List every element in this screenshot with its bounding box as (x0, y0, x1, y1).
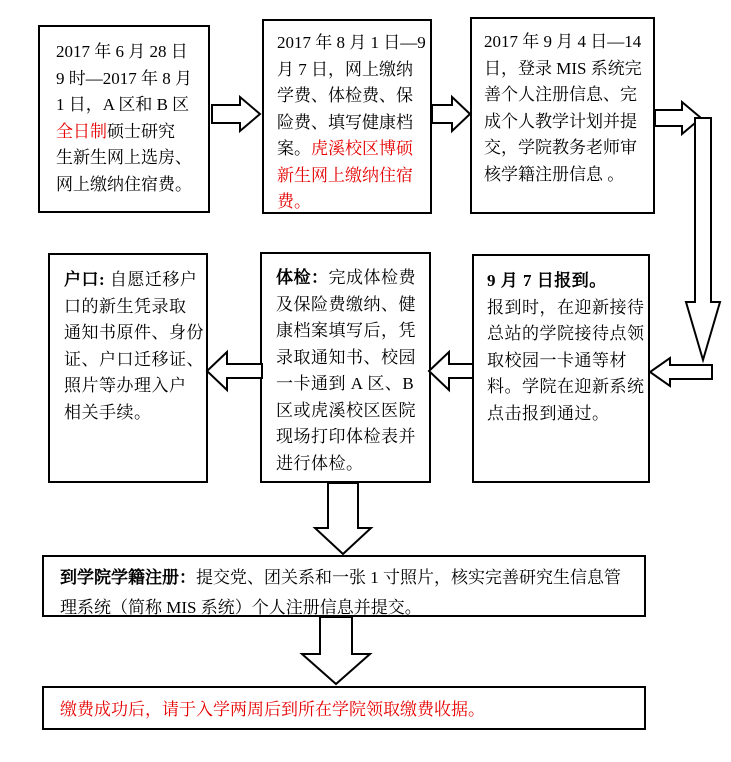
text-segment: 新生网上缴纳住宿 (277, 165, 413, 185)
text-line (276, 345, 427, 372)
text-line (487, 321, 646, 348)
text-line (276, 371, 427, 398)
text-segment: 总站的学院接待点领 (487, 324, 645, 343)
text-line (276, 451, 427, 478)
text-segment: 9 时—2017 年 8 月 (56, 68, 192, 88)
text-line (276, 318, 427, 345)
text-segment: 核学籍注册信息 。 (484, 164, 625, 184)
text-segment: 进行体检。 (276, 453, 364, 473)
text-line (56, 66, 202, 93)
text-line (276, 265, 427, 292)
flow-box-mis-registration (470, 17, 655, 214)
text-segment: 虎溪校区博硕 (311, 139, 413, 158)
flow-box-housing-selection (38, 25, 210, 213)
text-segment: 成个人教学计划并提 (484, 111, 637, 131)
text-line (487, 348, 646, 375)
text-segment: 户口: (64, 270, 106, 289)
arrow-step1-to-step2-icon (212, 97, 260, 131)
text-line (64, 400, 202, 427)
text-segment: 网上缴纳住宿费。 (56, 174, 192, 194)
text-segment: 完成体检费 (328, 268, 416, 287)
text-line (64, 347, 202, 374)
text-line (484, 29, 649, 56)
text-segment: 案。 (277, 139, 311, 158)
text-segment: 到学院学籍注册： (60, 568, 196, 587)
text-segment: 2017 年 6 月 28 日 (56, 42, 188, 61)
text-segment: 取校园一卡通等材 (487, 350, 627, 370)
text-line (64, 320, 202, 347)
text-segment: 2017 年 9 月 4 日—14 (484, 32, 642, 51)
text-line (64, 294, 202, 321)
text-segment: 现场打印体检表并 (276, 427, 416, 446)
text-segment: 2017 年 8 月 1 日—9 (277, 33, 426, 52)
text-segment: 月 7 日，网上缴纳 (277, 59, 413, 79)
text-line (487, 374, 646, 401)
text-line (484, 135, 649, 162)
arrow-down-connector-icon (686, 118, 720, 360)
arrow-report-to-exam-icon (429, 350, 473, 392)
text-line (484, 109, 649, 136)
flow-box-online-payment (262, 19, 432, 214)
text-line (56, 92, 202, 119)
text-segment: 及保险费缴纳、健 (276, 294, 416, 314)
text-segment: 区或虎溪校区医院 (276, 400, 416, 420)
text-line (277, 189, 426, 216)
text-segment: 险费、填写健康档 (277, 112, 413, 132)
text-segment: 交，学院教务老师审 (484, 138, 637, 157)
text-segment: 料。学院在迎新系统 (487, 377, 645, 396)
flow-box-report-arrival (472, 254, 650, 483)
text-line (487, 401, 646, 428)
arrow-into-report-icon (650, 356, 712, 388)
text-segment: 善个人注册信息、完 (484, 85, 637, 104)
text-segment: 康档案填写后，凭 (276, 321, 416, 340)
text-segment: 理系统（简称 MIS 系统）个人注册信息并提交。 (60, 598, 422, 617)
text-line (487, 268, 646, 295)
text-line (277, 110, 426, 137)
text-segment: 录取通知书、校园 (276, 347, 416, 367)
text-line (56, 172, 202, 199)
text-line (487, 295, 646, 322)
text-line (484, 162, 649, 189)
text-segment: 全日制 (56, 121, 107, 141)
text-segment: 9 月 7 日报到。 (487, 271, 607, 290)
text-line (277, 83, 426, 110)
arrow-registration-to-notice-icon (302, 617, 370, 684)
text-segment: 自愿迁移户 (105, 270, 198, 289)
text-segment: 口的新生凭录取 (64, 296, 187, 316)
text-line (277, 57, 426, 84)
text-segment: 1 日，A 区和 B 区 (56, 95, 190, 114)
text-segment: 学费、体检费、保 (277, 86, 413, 105)
text-segment: 通知书原件、身份 (64, 323, 204, 342)
text-line (56, 39, 202, 66)
text-segment: 点击报到通过。 (487, 403, 610, 423)
text-line (277, 163, 426, 190)
text-line (64, 267, 202, 294)
arrow-exam-to-registration-icon (315, 483, 371, 554)
text-segment: 缴费成功后，请于入学两周后到所在学院领取缴费收据。 (60, 700, 485, 719)
flow-box-physical-exam (260, 252, 431, 483)
text-line (60, 697, 632, 724)
text-line (276, 292, 427, 319)
text-line (56, 119, 202, 146)
text-line (56, 145, 202, 172)
text-line (64, 373, 202, 400)
arrow-exam-to-hukou-icon (207, 350, 262, 392)
text-segment: 生新生网上选房、 (56, 148, 192, 167)
text-segment: 报到时，在迎新接待 (487, 297, 645, 317)
text-segment: 日，登录 MIS 系统完 (484, 58, 642, 78)
text-line (277, 136, 426, 163)
text-line (484, 82, 649, 109)
text-line (276, 398, 427, 425)
arrow-step2-to-step3-icon (432, 97, 470, 131)
flow-box-college-registration (42, 555, 646, 617)
text-line (60, 563, 632, 593)
text-segment: 硕士研究 (107, 121, 175, 141)
text-segment: 体检： (276, 268, 329, 287)
text-line (276, 424, 427, 451)
text-segment: 照片等办理入户 (64, 376, 187, 395)
flow-box-hukou-transfer (48, 253, 208, 483)
text-line (484, 56, 649, 83)
text-segment: 一卡通到 A 区、B (276, 374, 415, 393)
text-segment: 费。 (277, 192, 311, 211)
text-segment: 相关手续。 (64, 402, 152, 422)
text-line (277, 30, 426, 57)
text-segment: 证、户口迁移证、 (64, 349, 204, 369)
text-segment: 提交党、团关系和一张 1 寸照片，核实完善研究生信息管 (196, 568, 621, 587)
flow-box-receipt-notice (42, 686, 646, 730)
